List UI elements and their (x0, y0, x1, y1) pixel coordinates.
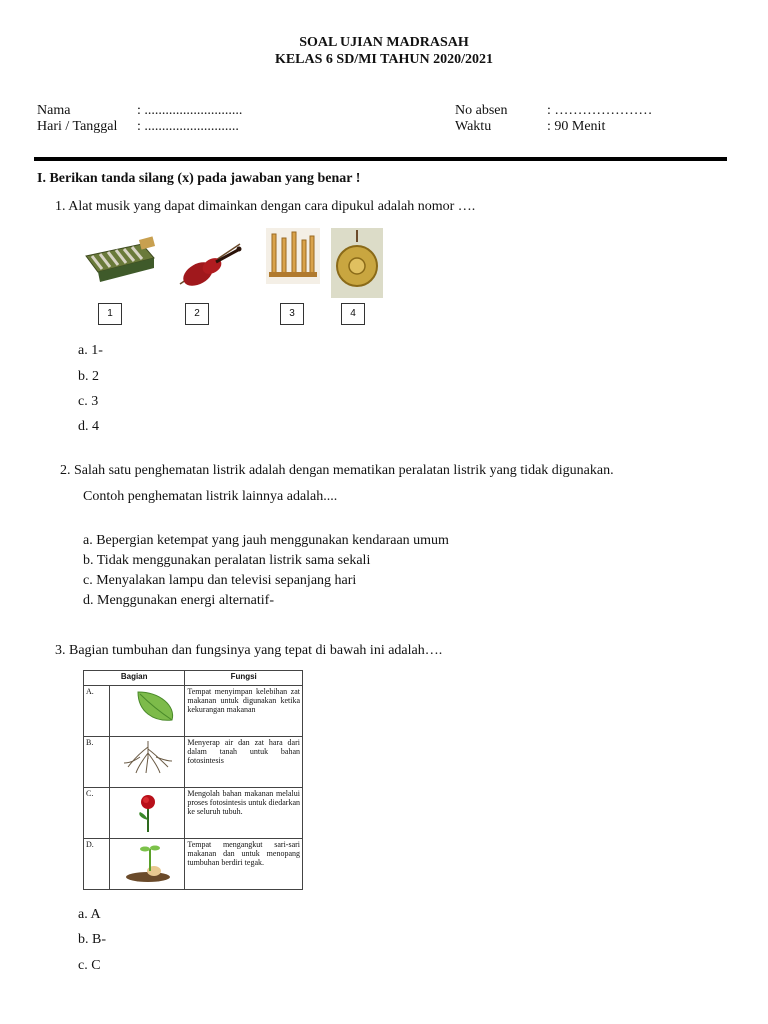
q1-box-2: 2 (185, 303, 209, 325)
q1-option-d[interactable]: d. 4 (78, 419, 99, 434)
plant-function-table (83, 670, 303, 890)
leaf-image (110, 686, 184, 726)
row-label: B. (84, 737, 110, 788)
header-divider (34, 157, 727, 161)
page-title: SOAL UJIAN MADRASAH (299, 35, 469, 50)
root-image (110, 737, 184, 777)
angklung-image (266, 228, 320, 284)
gong-image (331, 228, 383, 298)
table-header-row (84, 671, 303, 686)
table-row (84, 686, 303, 737)
row-label: D. (84, 839, 110, 890)
q1-option-c[interactable]: c. 3 (78, 394, 99, 409)
hari-field[interactable]: : ........................... (137, 119, 239, 134)
header-fungsi: Fungsi (185, 671, 303, 686)
leaf-picture-cell (110, 686, 185, 737)
q2-option-a[interactable]: a. Bepergian ketempat yang jauh menggunakan kendaraan umum (83, 533, 449, 548)
question-2-text: 2. Salah satu penghematan listrik adalah dengan mematikan peralatan listrik yang tidak digunakan. (60, 463, 614, 478)
question-2-text-cont: Contoh penghematan listrik lainnya adalah.... (83, 489, 338, 504)
table-row (84, 839, 303, 890)
seedling-image (110, 839, 184, 885)
row-label: C. (84, 788, 110, 839)
q3-option-a[interactable]: a. A (78, 907, 101, 922)
q1-box-1: 1 (98, 303, 122, 325)
table-row (84, 788, 303, 839)
waktu-label: Waktu (455, 119, 492, 134)
root-picture-cell (110, 737, 185, 788)
page-subtitle: KELAS 6 SD/MI TAHUN 2020/2021 (274, 52, 494, 67)
q2-option-d[interactable]: d. Menggunakan energi alternatif- (83, 593, 275, 608)
q3-option-b[interactable]: b. B- (78, 932, 106, 947)
q1-box-3: 3 (280, 303, 304, 325)
row-description: Menyerap air dan zat hara dari dalam tanah untuk bahan fotosintesis (185, 737, 303, 788)
q1-option-a[interactable]: a. 1- (78, 343, 103, 358)
q2-option-b[interactable]: b. Tidak menggunakan peralatan listrik sama sekali (83, 553, 371, 568)
absen-field[interactable]: : ………………… (547, 103, 653, 118)
flower-picture-cell (110, 788, 185, 839)
nama-label: Nama (37, 103, 71, 118)
question-3-text: 3. Bagian tumbuhan dan fungsinya yang tepat di bawah ini adalah…. (55, 643, 443, 658)
waktu-value: : 90 Menit (547, 119, 606, 134)
absen-label: No absen (455, 103, 508, 118)
rose-image (110, 788, 184, 836)
violin-image (172, 240, 246, 290)
nama-field[interactable]: : ............................ (137, 103, 243, 118)
row-description: Mengolah bahan makanan melalui proses fotosintesis untuk diedarkan ke seluruh tubuh. (185, 788, 303, 839)
row-label: A. (84, 686, 110, 737)
gambang-image (82, 234, 158, 284)
table-row (84, 737, 303, 788)
row-description: Tempat mengangkut sari-sari makanan dan untuk menopang tumbuhan berdiri tegak. (185, 839, 303, 890)
hari-label: Hari / Tanggal (37, 119, 118, 134)
stem-picture-cell (110, 839, 185, 890)
row-description: Tempat menyimpan kelebihan zat makanan untuk digunakan ketika kekurangan makanan (185, 686, 303, 737)
q3-option-c[interactable]: c. C (78, 958, 101, 973)
section-heading: I. Berikan tanda silang (x) pada jawaban yang benar ! (37, 171, 361, 186)
q1-option-b[interactable]: b. 2 (78, 369, 99, 384)
q1-box-4: 4 (341, 303, 365, 325)
header-bagian: Bagian (84, 671, 185, 686)
question-1-text: 1. Alat musik yang dapat dimainkan dengan cara dipukul adalah nomor …. (55, 199, 476, 214)
q2-option-c[interactable]: c. Menyalakan lampu dan televisi sepanjang hari (83, 573, 357, 588)
